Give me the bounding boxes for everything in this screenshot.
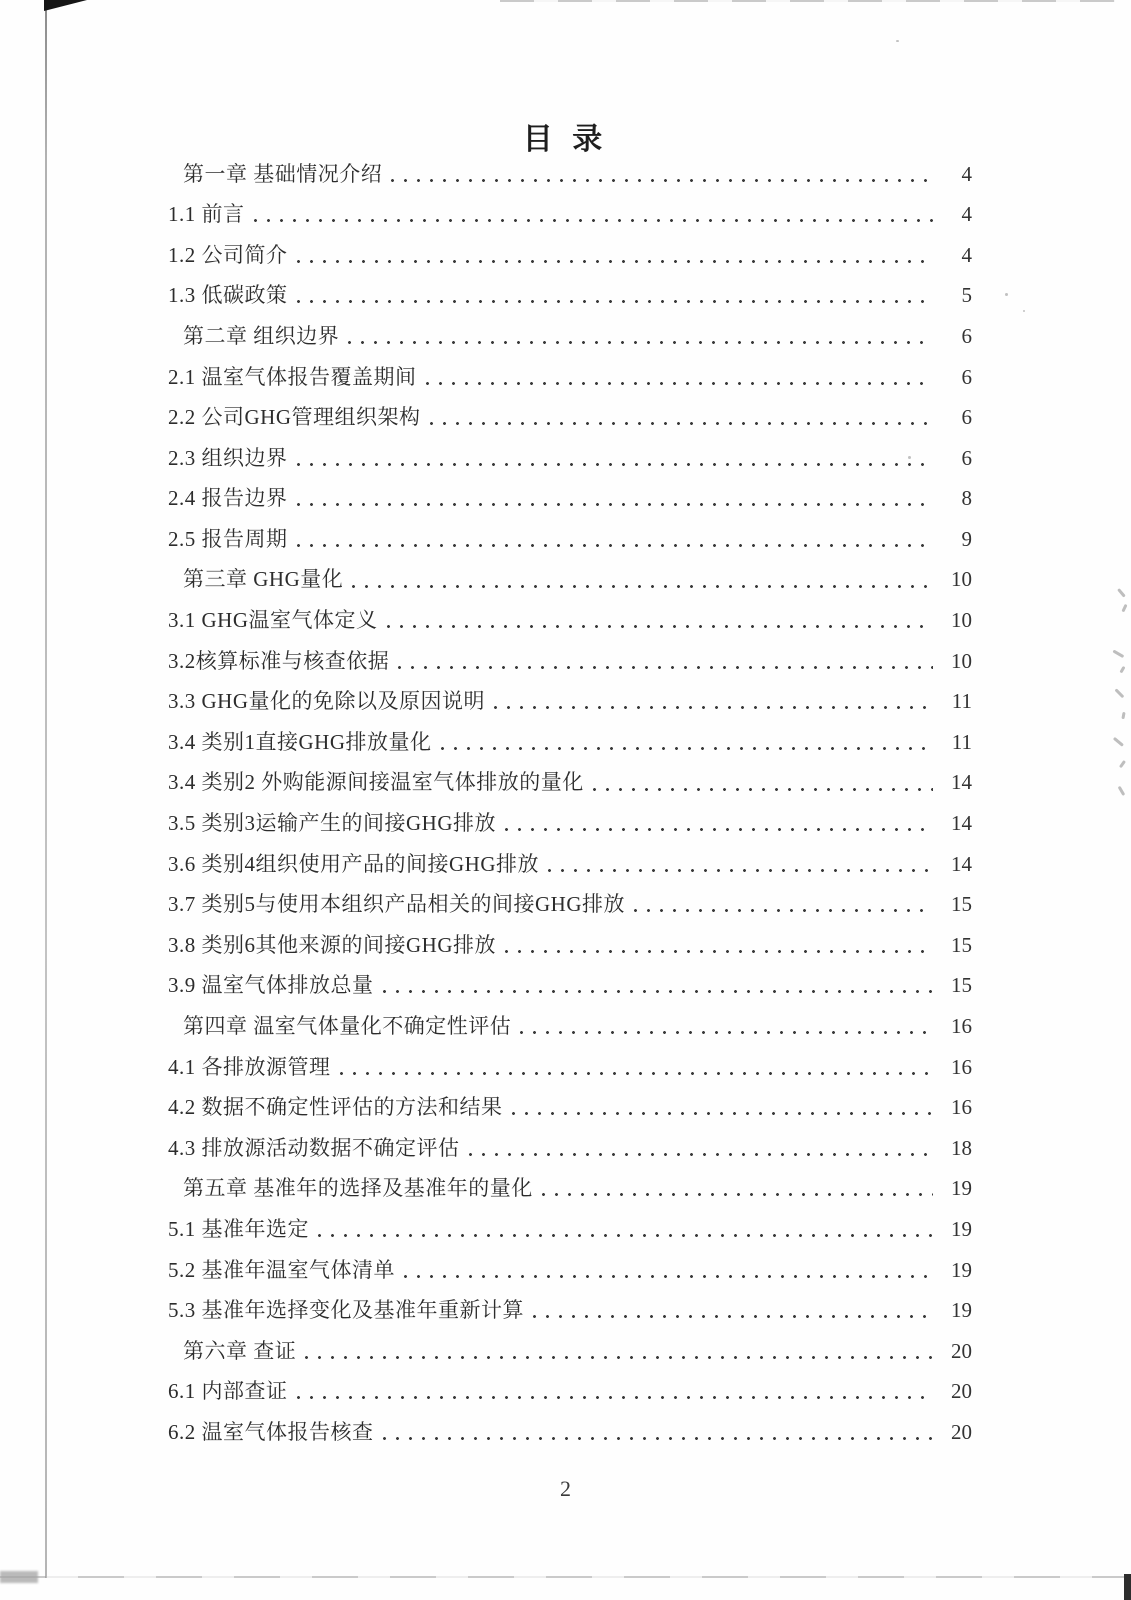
toc-leader-dots [297, 463, 934, 466]
toc-entry [168, 355, 972, 396]
toc-entry-label: 2.5 报告周期 [168, 526, 288, 551]
toc-leader-dots [254, 219, 934, 222]
toc-entry-page-number: 20 [951, 1338, 972, 1363]
toc-entry-page-number: 16 [951, 1095, 972, 1120]
scan-left-edge-line [45, 0, 47, 1578]
toc-entry [168, 639, 972, 680]
toc-entry [168, 599, 972, 640]
scan-top-edge-line [500, 0, 1115, 2]
toc-leader-dots [387, 625, 934, 628]
toc-entry-page-number: 6 [961, 405, 972, 430]
toc-leader-dots [542, 1193, 933, 1196]
toc-entry [168, 1045, 972, 1086]
toc-entry-label: 第五章 基准年的选择及基准年的量化 [183, 1176, 533, 1201]
toc-entry-label: 4.1 各排放源管理 [168, 1054, 331, 1079]
toc-entry-label: 第二章 组织边界 [183, 323, 340, 348]
toc-entry-label: 第六章 查证 [183, 1338, 297, 1363]
toc-entry-label: 6.1 内部查证 [168, 1379, 288, 1404]
toc-entry-page-number: 8 [961, 486, 972, 511]
toc-entry [168, 274, 972, 315]
toc-entry-page-number: 11 [951, 689, 972, 714]
toc-entry-label: 3.6 类别4组织使用产品的间接GHG排放 [168, 851, 539, 876]
toc-entry-page-number: 20 [951, 1419, 972, 1444]
toc-leader-dots [297, 300, 934, 303]
toc-leader-dots [505, 828, 933, 831]
toc-entry-label: 3.8 类别6其他来源的间接GHG排放 [168, 932, 496, 957]
toc-leader-dots [533, 1315, 933, 1318]
toc-entry-label: 1.1 前言 [168, 202, 245, 227]
toc-entry-label: 第四章 温室气体量化不确定性评估 [183, 1014, 512, 1039]
toc-entry-page-number: 9 [961, 526, 972, 551]
toc-list [168, 152, 972, 1451]
toc-entry-label: 3.1 GHG温室气体定义 [168, 608, 378, 633]
toc-entry [168, 1086, 972, 1127]
toc-leader-dots [383, 990, 934, 993]
toc-entry-page-number: 14 [951, 770, 972, 795]
toc-entry-page-number: 16 [951, 1014, 972, 1039]
toc-leader-dots [297, 260, 934, 263]
toc-leader-dots [340, 1072, 934, 1075]
toc-entry [168, 1207, 972, 1248]
toc-entry-page-number: 19 [951, 1298, 972, 1323]
toc-entry-page-number: 15 [951, 932, 972, 957]
toc-entry-page-number: 19 [951, 1176, 972, 1201]
toc-entry [168, 477, 972, 518]
toc-leader-dots [469, 1153, 934, 1156]
toc-leader-dots [505, 950, 933, 953]
toc-entry-page-number: 14 [951, 851, 972, 876]
toc-entry-page-number: 19 [951, 1216, 972, 1241]
toc-entry-page-number: 14 [951, 811, 972, 836]
toc-leader-dots [383, 1437, 934, 1440]
toc-entry [168, 558, 972, 599]
toc-leader-dots [548, 869, 933, 872]
toc-entry-label: 3.9 温室气体排放总量 [168, 973, 374, 998]
toc-entry-page-number: 16 [951, 1054, 972, 1079]
toc-entry-label: 1.2 公司简介 [168, 242, 288, 267]
toc-entry [168, 883, 972, 924]
toc-entry-label: 第三章 GHG量化 [183, 567, 344, 592]
toc-entry [168, 720, 972, 761]
toc-entry-label: 3.4 类别2 外购能源间接温室气体排放的量化 [168, 770, 584, 795]
toc-entry-label: 4.2 数据不确定性评估的方法和结果 [168, 1095, 503, 1120]
scan-corner-mark [44, 0, 87, 11]
toc-entry-page-number: 10 [951, 567, 972, 592]
toc-entry-page-number: 6 [961, 323, 972, 348]
toc-entry [168, 680, 972, 721]
toc-entry-label: 1.3 低碳政策 [168, 283, 288, 308]
toc-entry [168, 761, 972, 802]
toc-leader-dots [634, 909, 933, 912]
toc-entry-label: 3.2核算标准与核查依据 [168, 648, 390, 673]
toc-entry-label: 5.1 基准年选定 [168, 1216, 309, 1241]
toc-entry-label: 5.3 基准年选择变化及基准年重新计算 [168, 1298, 524, 1323]
toc-entry [168, 802, 972, 843]
toc-entry [168, 1289, 972, 1330]
toc-entry [168, 436, 972, 477]
toc-entry-label: 4.3 排放源活动数据不确定评估 [168, 1135, 460, 1160]
toc-leader-dots [297, 544, 934, 547]
toc-entry-page-number: 4 [961, 242, 972, 267]
toc-entry [168, 396, 972, 437]
scan-bottom-left-smudge [0, 1571, 38, 1583]
toc-entry-page-number: 10 [951, 608, 972, 633]
toc-leader-dots [593, 788, 933, 791]
toc-leader-dots [391, 179, 933, 182]
toc-entry [168, 1329, 972, 1370]
toc-entry-page-number: 18 [951, 1135, 972, 1160]
toc-leader-dots [426, 382, 934, 385]
toc-entry [168, 1248, 972, 1289]
toc-entry-page-number: 15 [951, 892, 972, 917]
toc-entry-label: 第一章 基础情况介绍 [183, 161, 383, 186]
toc-entry [168, 1004, 972, 1045]
toc-leader-dots [352, 585, 933, 588]
toc-leader-dots [318, 1234, 933, 1237]
toc-entry-page-number: 6 [961, 364, 972, 389]
toc-leader-dots [348, 341, 933, 344]
toc-leader-dots [512, 1112, 934, 1115]
toc-entry [168, 964, 972, 1005]
toc-entry-label: 2.2 公司GHG管理组织架构 [168, 405, 421, 430]
toc-entry-page-number: 11 [951, 729, 972, 754]
toc-leader-dots [430, 422, 934, 425]
toc-leader-dots [494, 706, 933, 709]
toc-entry-label: 3.4 类别1直接GHG排放量化 [168, 729, 432, 754]
toc-entry [168, 517, 972, 558]
page-number: 2 [560, 1476, 571, 1501]
toc-leader-dots [297, 1396, 934, 1399]
toc-entry [168, 314, 972, 355]
toc-entry-label: 3.5 类别3运输产生的间接GHG排放 [168, 811, 496, 836]
toc-entry-page-number: 4 [961, 202, 972, 227]
toc-leader-dots [520, 1031, 933, 1034]
toc-entry-label: 5.2 基准年温室气体清单 [168, 1257, 395, 1282]
toc-entry-label: 2.3 组织边界 [168, 445, 288, 470]
toc-entry-page-number: 10 [951, 648, 972, 673]
toc-entry-page-number: 19 [951, 1257, 972, 1282]
toc-entry [168, 152, 972, 193]
toc-entry-page-number: 15 [951, 973, 972, 998]
toc-entry [168, 1126, 972, 1167]
toc-entry [168, 233, 972, 274]
toc-entry-label: 2.4 报告边界 [168, 486, 288, 511]
toc-entry-page-number: 20 [951, 1379, 972, 1404]
toc-entry [168, 923, 972, 964]
toc-entry [168, 1167, 972, 1208]
toc-leader-dots [404, 1275, 933, 1278]
toc-entry [168, 1410, 972, 1451]
toc-entry-label: 3.3 GHG量化的免除以及原因说明 [168, 689, 485, 714]
scan-bottom-edge-line [0, 1576, 1131, 1578]
toc-entry [168, 842, 972, 883]
toc-leader-dots [297, 503, 934, 506]
page-title: 目 录 [522, 123, 609, 156]
toc-leader-dots [305, 1356, 933, 1359]
toc-entry-label: 3.7 类别5与使用本组织产品相关的间接GHG排放 [168, 892, 625, 917]
toc-leader-dots [398, 666, 933, 669]
toc-entry-page-number: 6 [961, 445, 972, 470]
toc-entry [168, 1370, 972, 1411]
toc-entry-page-number: 4 [961, 161, 972, 186]
scan-bottom-right-mark [1124, 1574, 1131, 1600]
toc-leader-dots [441, 747, 934, 750]
toc-entry-page-number: 5 [961, 283, 972, 308]
toc-entry [168, 193, 972, 234]
toc-entry-label: 6.2 温室气体报告核查 [168, 1419, 374, 1444]
toc-entry-label: 2.1 温室气体报告覆盖期间 [168, 364, 417, 389]
